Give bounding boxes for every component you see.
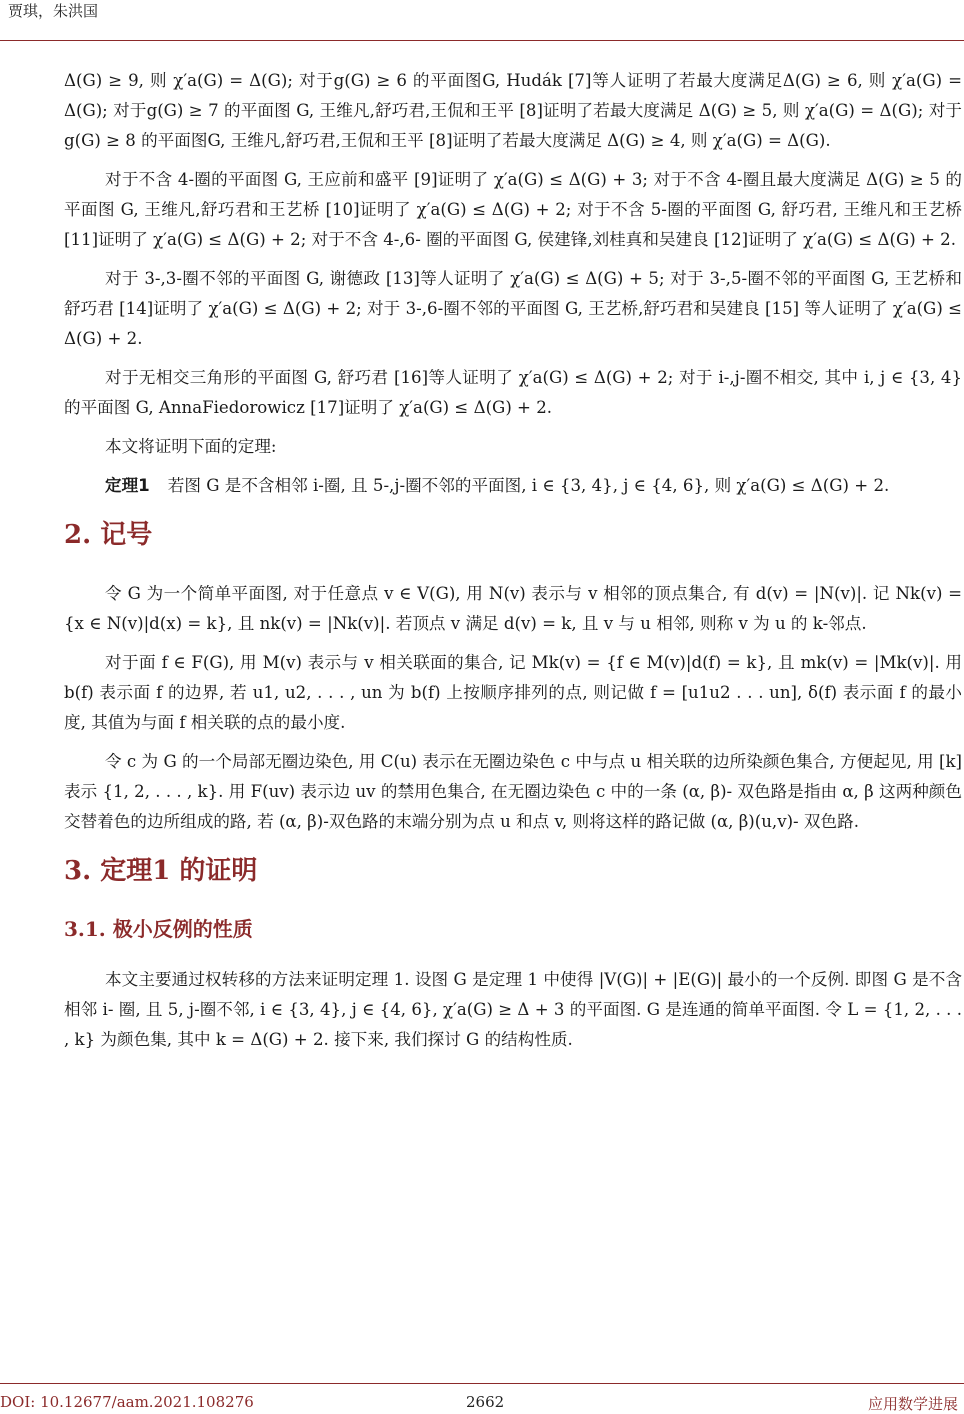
paragraph: 令 c 为 G 的一个局部无圈边染色, 用 C(u) 表示在无圈边染色 c 中与点 u 相关联的边所染颜色集合, 方便起见, 用 [k] 表示 {1, 2, . . . , k}. 用 F(uv) 表示边 uv 的禁用色集合, 在无圈边染色 c 中的一条 (α, β)- 双色路是指由 α, β 这两种颜色交替着色的边所组成的路, 若 (α, β)-双色路的末端分别为点 u 和点 v, 则将这样的路记做 (α, β)(u,v)- 双色路. — [64, 752, 962, 831]
theorem-1 — [64, 471, 962, 501]
page-number: 2662 — [466, 1393, 505, 1411]
paragraph: 对于无相交三角形的平面图 G, 舒巧君 [16]等人证明了 χ′a(G) ≤ Δ(G) + 2; 对于 i-,j-圈不相交, 其中 i, j ∈ {3, 4} 的平面图 G, AnnaFiedorowicz [17]证明了 χ′a(G) ≤ Δ(G) + 2. — [64, 368, 962, 417]
running-head-authors: 贾琪，朱洪国 — [8, 2, 99, 20]
subsection-heading-minimal-counterexample: 3.1. 极小反例的性质 — [64, 917, 253, 941]
paragraph: 本文主要通过权转移的方法来证明定理 1. 设图 G 是定理 1 中使得 |V(G)| + |E(G)| 最小的一个反例. 即图 G 是不含相邻 i- 圈, 且 5, j-圈不邻, i ∈ {3, 4}, j ∈ {4, 6}, χ′a(G) ≥ Δ + 3 的平面图. G 是连通的简单平面图. 令 L = {1, 2, . . . , k} 为颜色集, 其中 k = Δ(G) + 2. 接下来, 我们探讨 G 的结构性质. — [64, 970, 962, 1049]
paragraph: 本文将证明下面的定理: — [105, 437, 277, 456]
doi-link[interactable]: DOI: 10.12677/aam.2021.108276 — [0, 1393, 254, 1411]
paragraph: 令 G 为一个简单平面图, 对于任意点 v ∈ V(G), 用 N(v) 表示与 v 相邻的顶点集合, 有 d(v) = |N(v)|. 记 Nk(v) = {x ∈ N(v)|d(x) = k}, 且 nk(v) = |Nk(v)|. 若顶点 v 满足 d(v) = k, 且 v 与 u 相邻, 则称 v 为 u 的 k-邻点. — [64, 584, 962, 633]
footer-rule — [0, 1383, 964, 1384]
theorem-text: 若图 G 是不含相邻 i-圈, 且 5-,j-圈不邻的平面图, i ∈ {3, 4}, j ∈ {4, 6}, 则 χ′a(G) ≤ Δ(G) + 2. — [167, 476, 890, 495]
paragraph: 对于面 f ∈ F(G), 用 M(v) 表示与 v 相关联面的集合, 记 Mk(v) = {f ∈ M(v)|d(f) = k}, 且 mk(v) = |Mk(v)|. 用 b(f) 表示面 f 的边界, 若 u1, u2, . . . , un 为 b(f) 上按顺序排列的点, 则记做 f = [u1u2 . . . un], δ(f) 表示面 f 的最小度, 其值为与面 f 相关联的点的最小度. — [64, 653, 962, 732]
section-heading-notation: 2. 记号 — [64, 520, 153, 550]
section-heading-proof: 3. 定理1 的证明 — [64, 856, 258, 886]
paragraph: Δ(G) ≥ 9, 则 χ′a(G) = Δ(G); 对于g(G) ≥ 6 的平面图G, Hudák [7]等人证明了若最大度满足Δ(G) ≥ 6, 则 χ′a(G) = Δ(G); 对于g(G) ≥ 7 的平面图 G, 王维凡,舒巧君,王侃和王平 [8]证明了若最大度满足 Δ(G) ≥ 5, 则 χ′a(G) = Δ(G); 对于g(G) ≥ 8 的平面图G, 王维凡,舒巧君,王侃和王平 [8]证明了若最大度满足 Δ(G) ≥ 4, 则 χ′a(G) = Δ(G). — [64, 71, 962, 150]
paragraph: 对于 3-,3-圈不邻的平面图 G, 谢德政 [13]等人证明了 χ′a(G) ≤ Δ(G) + 5; 对于 3-,5-圈不邻的平面图 G, 王艺桥和舒巧君 [14]证明了 χ′a(G) ≤ Δ(G) + 2; 对于 3-,6-圈不邻的平面图 G, 王艺桥,舒巧君和吴建良 [15] 等人证明了 χ′a(G) ≤ Δ(G) + 2. — [64, 269, 962, 348]
theorem-label: 定理1 — [105, 476, 150, 495]
article-body — [64, 66, 962, 1064]
journal-name: 应用数学进展 — [867, 1395, 958, 1413]
header-rule — [0, 40, 964, 41]
paragraph: 对于不含 4-圈的平面图 G, 王应前和盛平 [9]证明了 χ′a(G) ≤ Δ(G) + 3; 对于不含 4-圈且最大度满足 Δ(G) ≥ 5 的平面图 G, 王维凡,舒巧君和王艺桥 [10]证明了 χ′a(G) ≤ Δ(G) + 2; 对于不含 5-圈的平面图 G, 舒巧君, 王维凡和王艺桥 [11]证明了 χ′a(G) ≤ Δ(G) + 2; 对于不含 4-,6- 圈的平面图 G, 侯建锋,刘桂真和吴建良 [12]证明了 χ′a(G) ≤ Δ(G) + 2. — [64, 170, 962, 249]
